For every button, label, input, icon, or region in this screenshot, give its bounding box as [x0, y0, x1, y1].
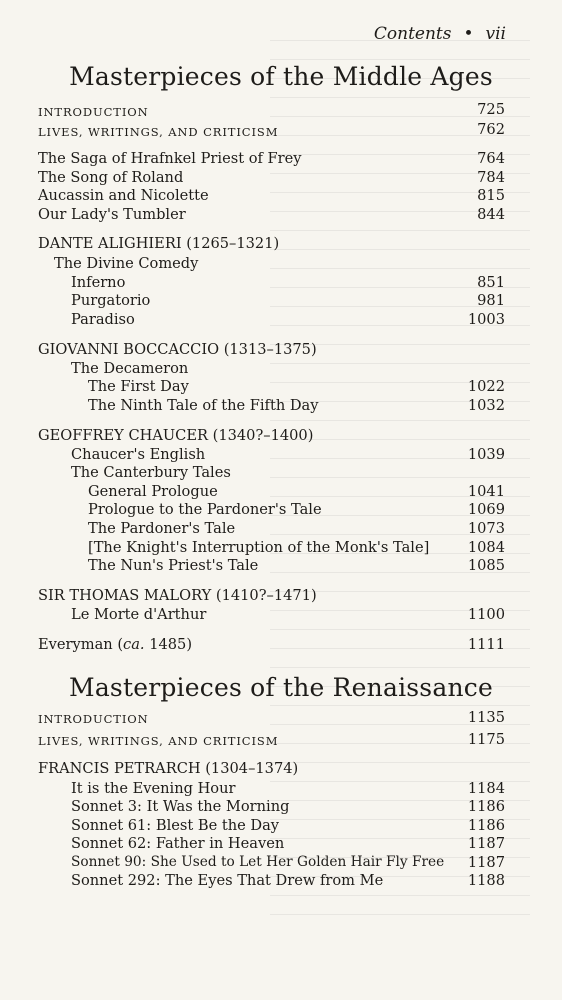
toc-entry-page: 1003 [467, 311, 505, 328]
toc-author-heading: SIR THOMAS MALORY (1410?–1471) [38, 587, 317, 604]
toc-entry-title: Inferno [71, 274, 126, 291]
toc-entry-page: 1039 [467, 446, 505, 463]
toc-entry-page: 784 [477, 169, 505, 186]
toc-entry-page: 1188 [467, 872, 505, 889]
toc-entry-title: The Pardoner's Tale [88, 520, 236, 537]
toc-entry-page: 815 [477, 187, 505, 204]
toc-entry-page: 1041 [467, 483, 505, 500]
toc-entry-title: Sonnet 3: It Was the Morning [71, 798, 290, 815]
toc-work-heading: The Decameron [71, 360, 189, 377]
toc-lives-label: LIVES, WRITINGS, AND CRITICISM [38, 125, 279, 139]
toc-introduction-page: 725 [477, 101, 505, 118]
toc-entry-title: Aucassin and Nicolette [38, 187, 209, 204]
toc-entry-page: 1069 [467, 501, 505, 518]
toc-entry-title: Paradiso [71, 311, 135, 328]
toc-entry-page: 1084 [467, 539, 505, 556]
toc-work-heading: The Canterbury Tales [71, 464, 231, 481]
toc-introduction-label: INTRODUCTION [38, 712, 149, 726]
everyman-date: 1485 [149, 636, 187, 653]
toc-lives-page: 762 [477, 121, 505, 138]
toc-entry-page: 1073 [467, 520, 505, 537]
toc-entry-title: It is the Evening Hour [71, 780, 236, 797]
toc-entry-page: 1184 [467, 780, 505, 797]
toc-entry-page: 1187 [467, 835, 505, 852]
toc-entry-title: General Prologue [88, 483, 218, 500]
toc-entry-title: The Song of Roland [38, 169, 184, 186]
toc-entry-page: 1111 [467, 636, 505, 653]
toc-entry-title: The Saga of Hrafnkel Priest of Frey [38, 150, 302, 167]
everyman-title: Everyman [38, 636, 113, 653]
toc-entry-page: 851 [477, 274, 505, 291]
toc-work-heading: The Divine Comedy [54, 255, 199, 272]
section-title-middle-ages: Masterpieces of the Middle Ages [69, 62, 493, 91]
toc-entry-page: 1085 [467, 557, 505, 574]
toc-entry-title: [The Knight's Interruption of the Monk's Tale] [88, 539, 430, 556]
toc-entry-page: 981 [477, 292, 505, 309]
toc-entry-page: 1032 [467, 397, 505, 414]
toc-entry-page: 1187 [467, 854, 505, 871]
section-title-renaissance: Masterpieces of the Renaissance [69, 673, 493, 702]
toc-entry-title: Le Morte d'Arthur [71, 606, 207, 623]
toc-author-heading: DANTE ALIGHIERI (1265–1321) [38, 235, 280, 252]
toc-entry-title: The Ninth Tale of the Fifth Day [88, 397, 319, 414]
toc-entry-title: Chaucer's English [71, 446, 206, 463]
toc-introduction-label: INTRODUCTION [38, 105, 149, 119]
toc-entry-title: Our Lady's Tumbler [38, 206, 186, 223]
toc-entry-page: 1022 [467, 378, 505, 395]
toc-introduction-page: 1135 [467, 709, 505, 726]
toc-entry-title: Sonnet 90: She Used to Let Her Golden Hair Fly Free [71, 854, 445, 870]
toc-entry-page: 764 [477, 150, 505, 167]
toc-author-heading: GEOFFREY CHAUCER (1340?–1400) [38, 427, 314, 444]
toc-lives-label: LIVES, WRITINGS, AND CRITICISM [38, 734, 279, 748]
toc-entry-title: Sonnet 292: The Eyes That Drew from Me [71, 872, 384, 889]
toc-entry-page: 844 [477, 206, 505, 223]
header-page-number: vii [485, 24, 506, 44]
toc-entry-title: Everyman (ca. 1485) [38, 636, 193, 653]
toc-entry-title: The First Day [88, 378, 189, 395]
toc-entry-title: Sonnet 62: Father in Heaven [71, 835, 285, 852]
toc-lives-page: 1175 [467, 731, 505, 748]
toc-entry-title: Purgatorio [71, 292, 151, 309]
toc-entry-page: 1100 [467, 606, 505, 623]
toc-entry-title: Sonnet 61: Blest Be the Day [71, 817, 280, 834]
running-header [0, 24, 506, 44]
toc-author-heading: FRANCIS PETRARCH (1304–1374) [38, 760, 299, 777]
toc-entry-page: 1186 [467, 817, 505, 834]
everyman-date-prefix: ca. [123, 636, 145, 653]
header-bullet: • [463, 24, 474, 44]
toc-entry-title: Prologue to the Pardoner's Tale [88, 501, 322, 518]
toc-entry-page: 1186 [467, 798, 505, 815]
toc-entry-title: The Nun's Priest's Tale [88, 557, 259, 574]
header-section: Contents [373, 24, 452, 44]
toc-author-heading: GIOVANNI BOCCACCIO (1313–1375) [38, 341, 317, 358]
